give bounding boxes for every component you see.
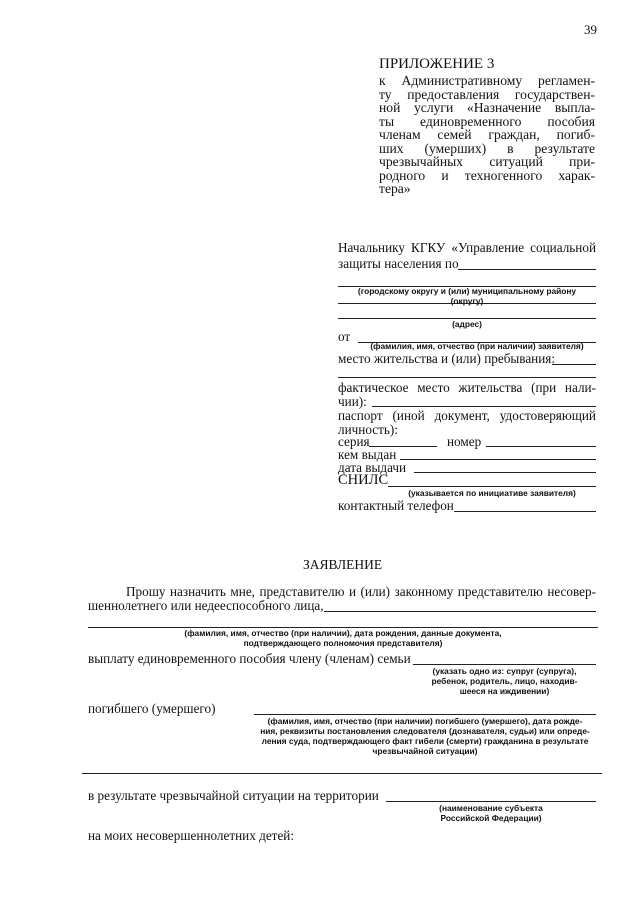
representative-field-line (324, 611, 596, 612)
snils-field-line (388, 486, 596, 487)
issue-date-label: дата выдачи (338, 460, 407, 475)
residence-label: место жительства и (или) пребывания: (338, 351, 556, 366)
issue-date-field-line (414, 472, 596, 473)
issued-by-label: кем выдан (338, 447, 397, 462)
appendix-line: чрезвычайных ситуаций при- (379, 154, 595, 169)
okrug-caption: (округу) (450, 296, 484, 306)
territory-field-line (386, 801, 596, 802)
phone-label: контактный телефон (338, 498, 454, 513)
appendix-line: членам семей граждан, погиб- (379, 127, 595, 142)
appendix-title: ПРИЛОЖЕНИЕ 3 (379, 56, 495, 72)
relation-field-line (413, 664, 596, 665)
deceased-caption-4: чрезвычайной ситуации) (372, 746, 478, 756)
deceased-field-line (254, 714, 596, 715)
territory-caption-2: Российской Федерации) (440, 813, 542, 823)
deceased-caption-2: ния, реквизиты постановления следователя (дознавателя, судьи) или опреде- (260, 726, 590, 736)
page-number: 39 (584, 22, 597, 37)
relation-caption: (указать одно из: супруг (супруга), (432, 666, 577, 676)
statement-paragraph: Прошу назначить мне, представителю и (или) законному представителю несовер- (126, 584, 596, 599)
deceased-caption-3: ления суда, подтверждающего факт гибели (смерти) гражданина в результате (261, 736, 589, 746)
district-field-line-2 (338, 303, 596, 304)
from-label: от (338, 329, 351, 344)
issued-by-field-line (400, 459, 596, 460)
appendix-line: ной услуги «Назначение выпла- (379, 100, 595, 115)
actual-residence-label: фактическое место жительства (при нали- (338, 380, 596, 395)
actual-residence-label-2: чии): (338, 394, 367, 409)
appendix-line: ших (умерших) в результате (379, 140, 595, 156)
appendix-line: ту предоставления государствен- (379, 86, 595, 102)
representative-caption: (фамилия, имя, отчество (при наличии), дата рождения, данные документа, (184, 628, 502, 638)
residence-field-line (552, 364, 596, 365)
deceased-field-line-2 (82, 773, 602, 774)
deceased-caption: (фамилия, имя, отчество (при наличии) погибшего (умершего), дата рожде- (267, 716, 583, 726)
representative-caption-2: подтверждающего полномочия представителя) (243, 638, 443, 648)
snils-label: СНИЛС (338, 472, 389, 488)
appendix-line: тера» (379, 181, 411, 196)
relation-caption-2: ребенок, родитель, лицо, находив- (431, 676, 578, 686)
appendix-line: к Административному регламен- (379, 73, 595, 88)
deceased-label: погибшего (умершего) (88, 701, 216, 716)
addressee-line: защиты населения по (338, 256, 459, 271)
number-label: номер (447, 434, 482, 449)
territory-caption: (наименование субъекта (439, 803, 543, 813)
passport-label: паспорт (иной документ, удостоверяющий (338, 408, 596, 423)
applicant-caption: (фамилия, имя, отчество (при наличии) заявителя) (370, 341, 584, 351)
district-caption: (городскому округу и (или) муниципальному району (357, 286, 577, 296)
actual-residence-field-line (372, 406, 596, 407)
number-field-line (486, 446, 596, 447)
phone-field-line (454, 511, 596, 512)
appendix-line: ты единовременного пособия (379, 113, 595, 129)
addressee-line: Начальнику КГКУ «Управление социальной (338, 240, 596, 255)
residence-field-line-2 (338, 377, 596, 378)
series-label: серия (338, 434, 370, 449)
address-caption: (адрес) (452, 319, 482, 329)
territory-label: в результате чрезвычайной ситуации на территории (88, 788, 379, 803)
payment-label: выплату единовременного пособия члену (членам) семьи (88, 651, 411, 666)
snils-caption: (указывается по инициативе заявителя) (408, 488, 576, 498)
statement-paragraph-2: шеннолетнего или недееспособного лица, (88, 598, 324, 613)
relation-caption-3: шееся на иждивении) (459, 686, 550, 696)
children-label: на моих несовершеннолетних детей: (88, 828, 295, 843)
dept-field-line (458, 269, 596, 270)
appendix-line: родного и техногенного харак- (379, 167, 595, 183)
passport-label-2: личность): (338, 422, 398, 437)
statement-heading: ЗАЯВЛЕНИЕ (303, 557, 383, 572)
